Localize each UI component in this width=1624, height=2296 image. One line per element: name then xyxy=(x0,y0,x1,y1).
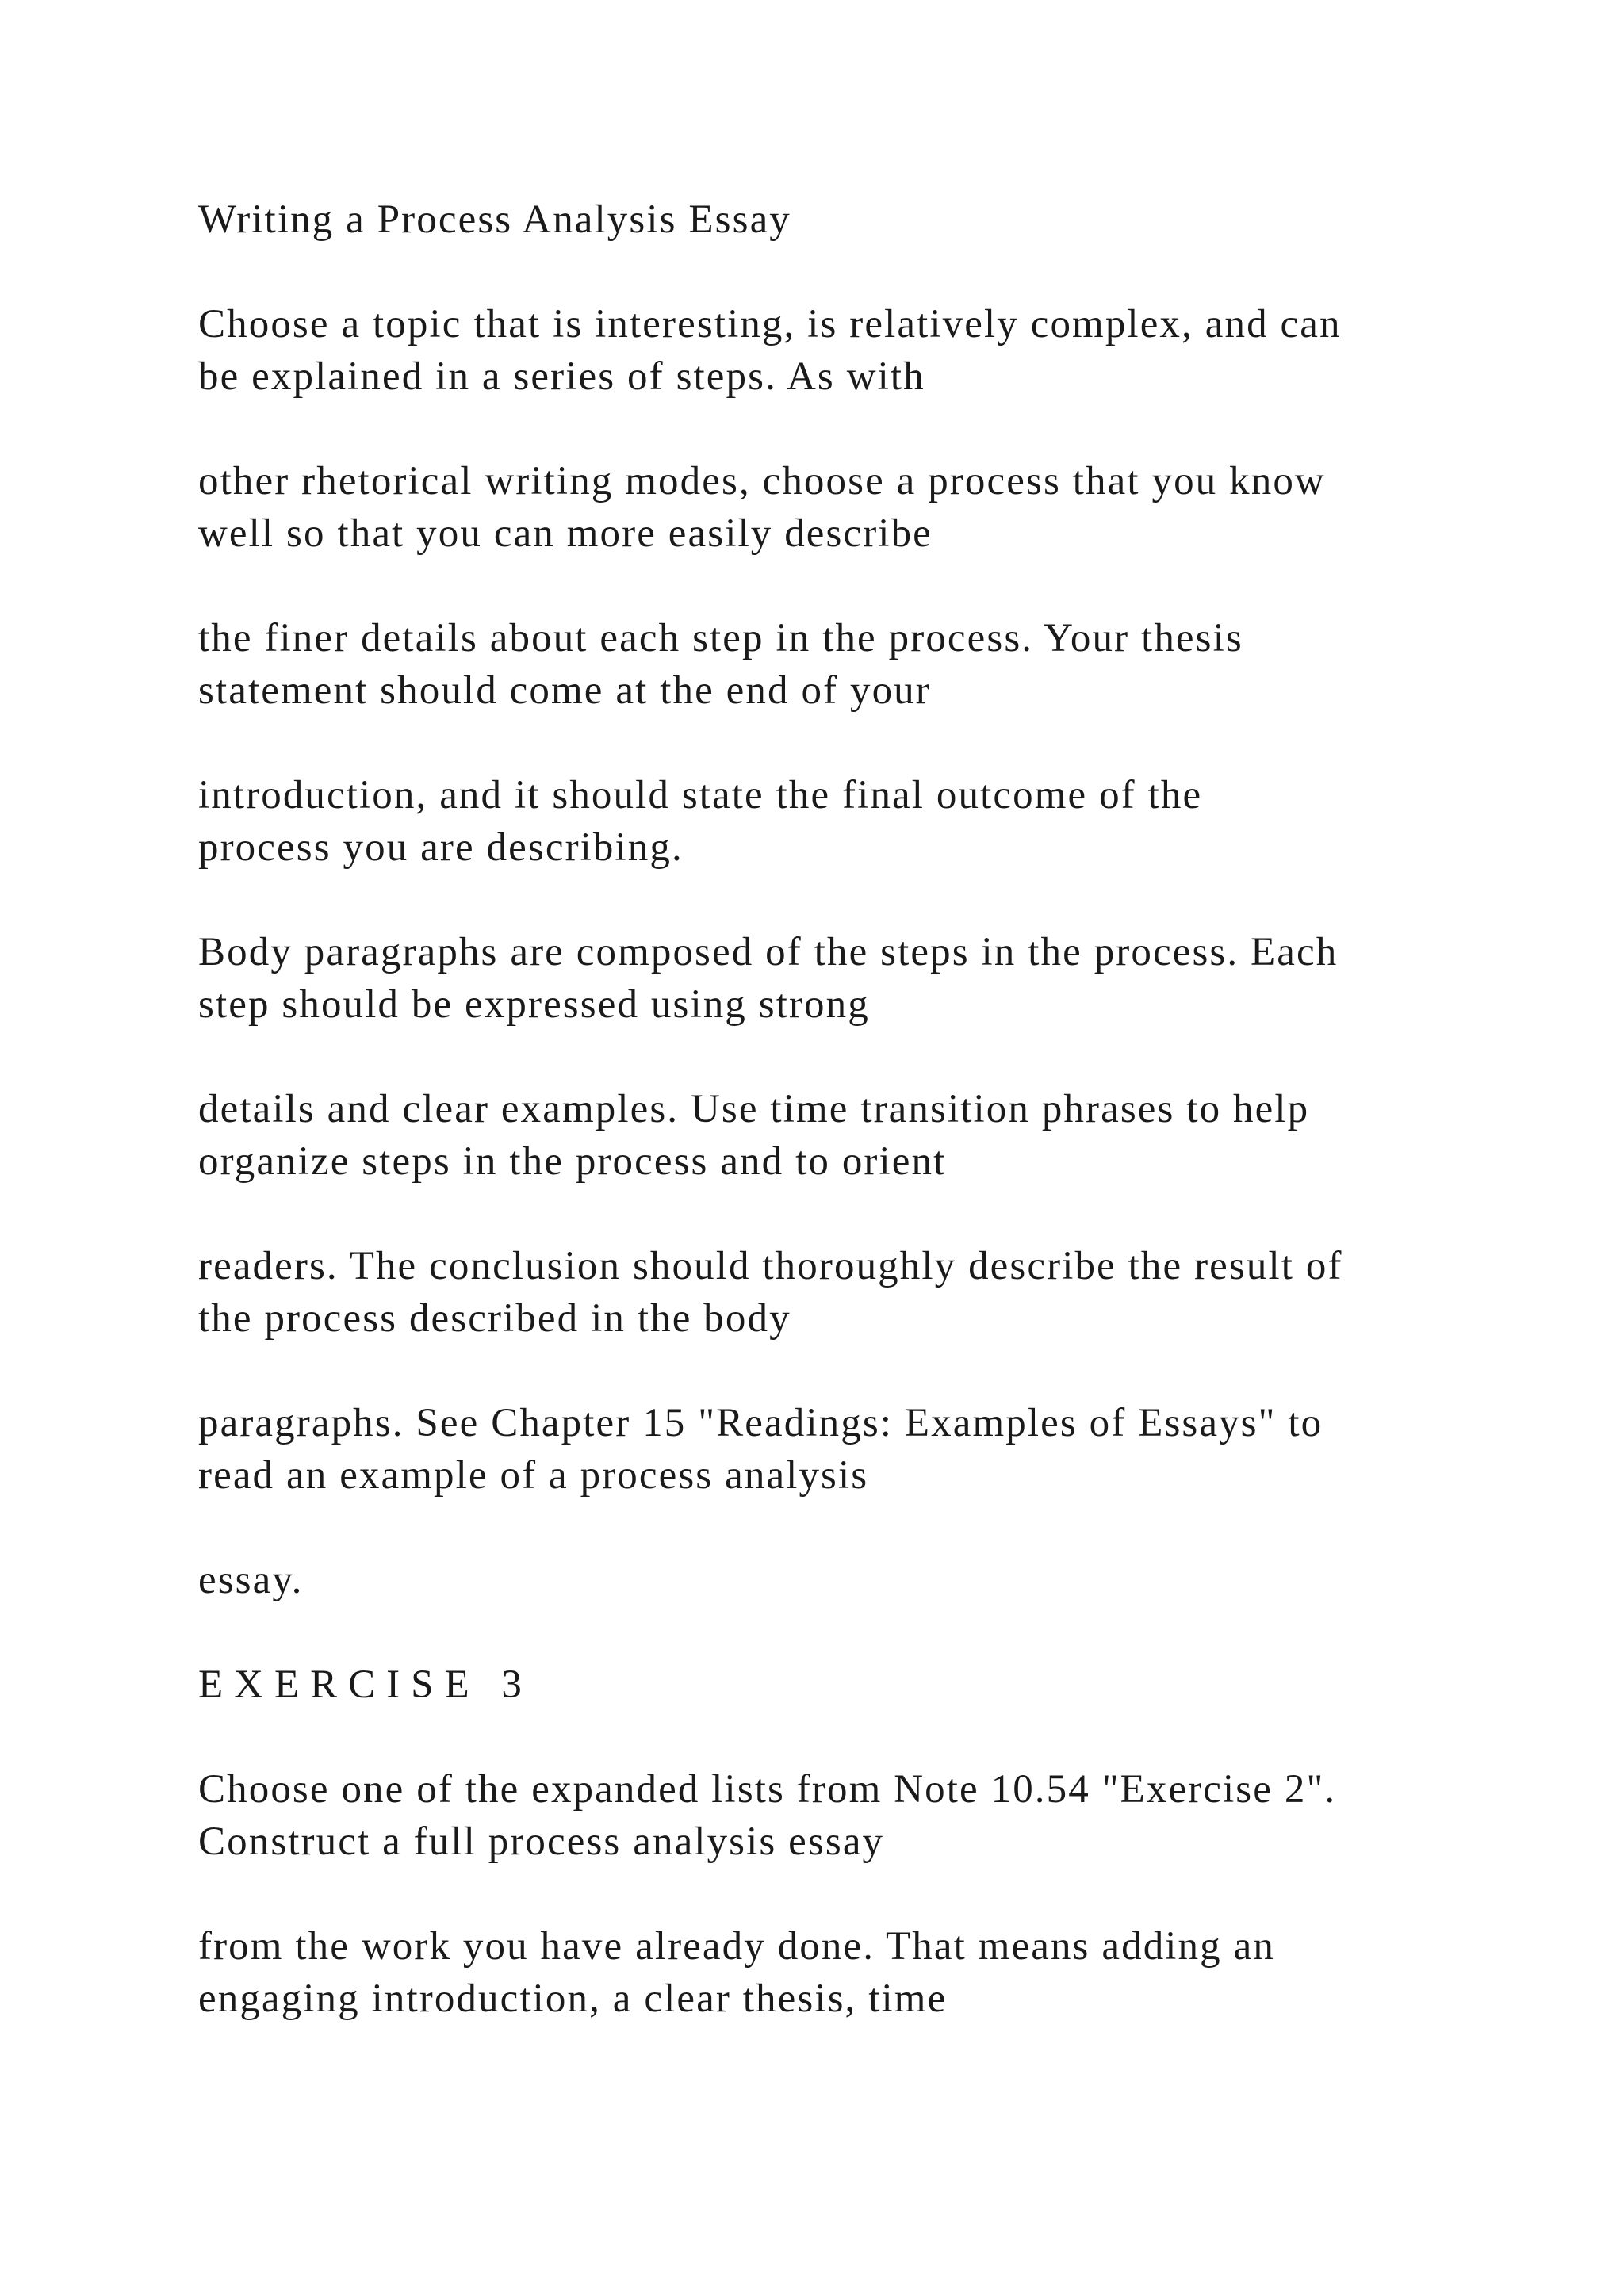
paragraph-gap xyxy=(198,560,1483,612)
paragraph-gap xyxy=(198,1868,1483,1920)
paragraph-gap xyxy=(198,874,1483,926)
exercise-line: engaging introduction, a clear thesis, time xyxy=(198,1976,948,2021)
paragraph-gap xyxy=(198,1188,1483,1240)
exercise-line: Choose one of the expanded lists from Note 10.54 "Exercise 2". xyxy=(198,1767,1337,1812)
exercise-line: Construct a full process analysis essay xyxy=(198,1820,885,1864)
text-line: Choose a topic that is interesting, is relatively complex, and can xyxy=(198,302,1342,346)
paragraph-gap xyxy=(198,1502,1483,1554)
text-line: essay. xyxy=(198,1558,304,1602)
text-line: well so that you can more easily describe xyxy=(198,511,933,556)
exercise-heading: EXERCISE 3 xyxy=(198,1663,533,1707)
paragraph-gap xyxy=(198,1031,1483,1083)
text-line: process you are describing. xyxy=(198,825,684,870)
text-line: read an example of a process analysis xyxy=(198,1453,869,1498)
text-line: step should be expressed using strong xyxy=(198,982,870,1027)
text-line: readers. The conclusion should thoroughly describe the result of xyxy=(198,1244,1343,1288)
paragraph-gap xyxy=(198,1345,1483,1397)
document-title: Writing a Process Analysis Essay xyxy=(198,197,791,242)
exercise-line: from the work you have already done. That means adding an xyxy=(198,1924,1275,1969)
text-line: statement should come at the end of your xyxy=(198,668,931,713)
paragraph-gap xyxy=(198,246,1483,298)
text-line: other rhetorical writing modes, choose a process that you know xyxy=(198,459,1326,503)
text-line: organize steps in the process and to orient xyxy=(198,1139,947,1184)
paragraph-gap xyxy=(198,717,1483,769)
text-line: introduction, and it should state the final outcome of the xyxy=(198,773,1203,817)
text-line: be explained in a series of steps. As with xyxy=(198,354,925,399)
text-line: the finer details about each step in the process. Your thesis xyxy=(198,616,1243,660)
paragraph-gap xyxy=(198,403,1483,455)
paragraph-gap xyxy=(198,1711,1483,1763)
text-line: paragraphs. See Chapter 15 "Readings: Examples of Essays" to xyxy=(198,1401,1323,1445)
document-body xyxy=(198,193,1483,2025)
text-line: details and clear examples. Use time transition phrases to help xyxy=(198,1087,1310,1131)
text-line: Body paragraphs are composed of the steps in the process. Each xyxy=(198,930,1339,974)
text-line: the process described in the body xyxy=(198,1296,791,1341)
paragraph-gap xyxy=(198,1606,1483,1659)
